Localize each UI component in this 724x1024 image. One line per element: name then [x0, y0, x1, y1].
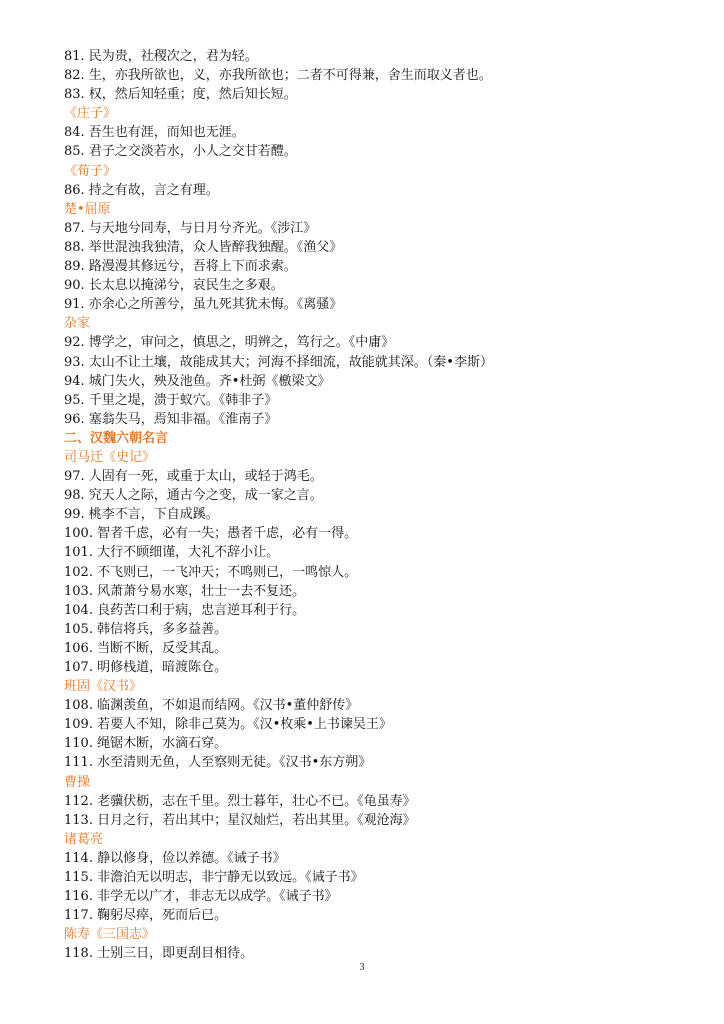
entry-83: 83. 权，然后知轻重；度，然后知长短。 [64, 87, 297, 103]
entry-105: 105. 韩信将兵，多多益善。 [64, 621, 228, 637]
entry-110: 110. 绳锯木断，水滴石穿。 [64, 736, 228, 752]
entry-91: 91. 亦余心之所善兮，虽九死其犹未悔。《离骚》 [64, 297, 343, 313]
entry-87: 87. 与天地兮同寿，与日月兮齐光。《涉江》 [64, 220, 317, 236]
entry-97: 97. 人固有一死，或重于太山，或轻于鸿毛。 [64, 469, 323, 485]
section-zhuge-liang: 诸葛亮 [64, 831, 104, 847]
section-cao-cao: 曹操 [64, 774, 91, 790]
entry-99: 99. 桃李不言，下自成蹊。 [64, 507, 219, 523]
entry-94: 94. 城门失火，殃及池鱼。齐•杜弼《檄梁文》 [64, 373, 331, 389]
section-sanguozhi: 陈寿《三国志》 [64, 927, 156, 943]
entry-116: 116. 非学无以广才，非志无以成学。《诫子书》 [64, 889, 338, 905]
heading-han-wei-liuchao: 二、汉魏六朝名言 [64, 430, 169, 446]
entry-117: 117. 鞠躬尽瘁，死而后已。 [64, 908, 228, 924]
entry-96: 96. 塞翁失马，焉知非福。《淮南子》 [64, 411, 278, 427]
section-zajia: 杂家 [64, 316, 91, 332]
entry-112: 112. 老骥伏枥，志在千里。烈士暮年，壮心不已。《龟虽寿》 [64, 793, 416, 809]
entry-114: 114. 静以修身，俭以养德。《诫子书》 [64, 850, 286, 866]
entry-90: 90. 长太息以掩涕兮，哀民生之多艰。 [64, 278, 284, 294]
section-shiji: 司马迁《史记》 [64, 449, 156, 465]
entry-88: 88. 举世混浊我独清，众人皆醉我独醒。《渔父》 [64, 239, 343, 255]
entry-92: 92. 博学之，审问之，慎思之，明辨之，笃行之。《中庸》 [64, 335, 395, 351]
entry-100: 100. 智者千虑，必有一失；愚者千虑，必有一得。 [64, 526, 358, 542]
entry-82: 82. 生，亦我所欲也，义，亦我所欲也；二者不可得兼，舍生而取义者也。 [64, 68, 492, 84]
entry-93: 93. 太山不让土壤，故能成其大；河海不择细流，故能就其深。（秦•李斯） [64, 354, 493, 370]
entry-81: 81. 民为贵，社稷次之，君为轻。 [64, 49, 258, 64]
entry-104: 104. 良药苦口利于病，忠言逆耳利于行。 [64, 602, 306, 618]
section-hanshu: 班固《汉书》 [64, 679, 143, 695]
page-number: 3 [359, 962, 365, 973]
entry-85: 85. 君子之交淡若水，小人之交甘若醴。 [64, 144, 297, 160]
quote-list [64, 47, 704, 964]
section-zhuangzi: 《庄子》 [64, 106, 117, 122]
entry-106: 106. 当断不断，反受其乱。 [64, 640, 228, 656]
entry-86: 86. 持之有故，言之有理。 [64, 182, 219, 198]
entry-108: 108. 临渊羡鱼，不如退而结网。《汉书•董仲舒传》 [64, 698, 359, 714]
entry-113: 113. 日月之行，若出其中；星汉灿烂，若出其里。《观沧海》 [64, 812, 416, 828]
section-qu-yuan: 楚•屈原 [64, 201, 111, 217]
entry-103: 103. 风萧萧兮易水寒，壮士一去不复还。 [64, 583, 306, 599]
entry-102: 102. 不飞则已，一飞冲天；不鸣则已，一鸣惊人。 [64, 564, 358, 580]
section-xunzi: 《荀子》 [64, 163, 117, 179]
entry-115: 115. 非澹泊无以明志，非宁静无以致远。《诫子书》 [64, 870, 364, 886]
entry-109: 109. 若要人不知，除非己莫为。《汉•枚乘•上书谏吴王》 [64, 717, 392, 733]
entry-118: 118. 士别三日，即更刮目相待。 [64, 946, 254, 962]
entry-89: 89. 路漫漫其修远兮，吾将上下而求索。 [64, 259, 297, 275]
entry-95: 95. 千里之堤，溃于蚁穴。《韩非子》 [64, 392, 278, 408]
entry-98: 98. 究天人之际，通古今之变，成一家之言。 [64, 488, 323, 504]
entry-111: 111. 水至清则无鱼，人至察则无徒。《汉书•东方朔》 [64, 755, 372, 771]
entry-101: 101. 大行不顾细谨，大礼不辞小让。 [64, 545, 280, 561]
entry-107: 107. 明修栈道，暗渡陈仓。 [64, 660, 228, 675]
entry-84: 84. 吾生也有涯，而知也无涯。 [64, 125, 245, 141]
